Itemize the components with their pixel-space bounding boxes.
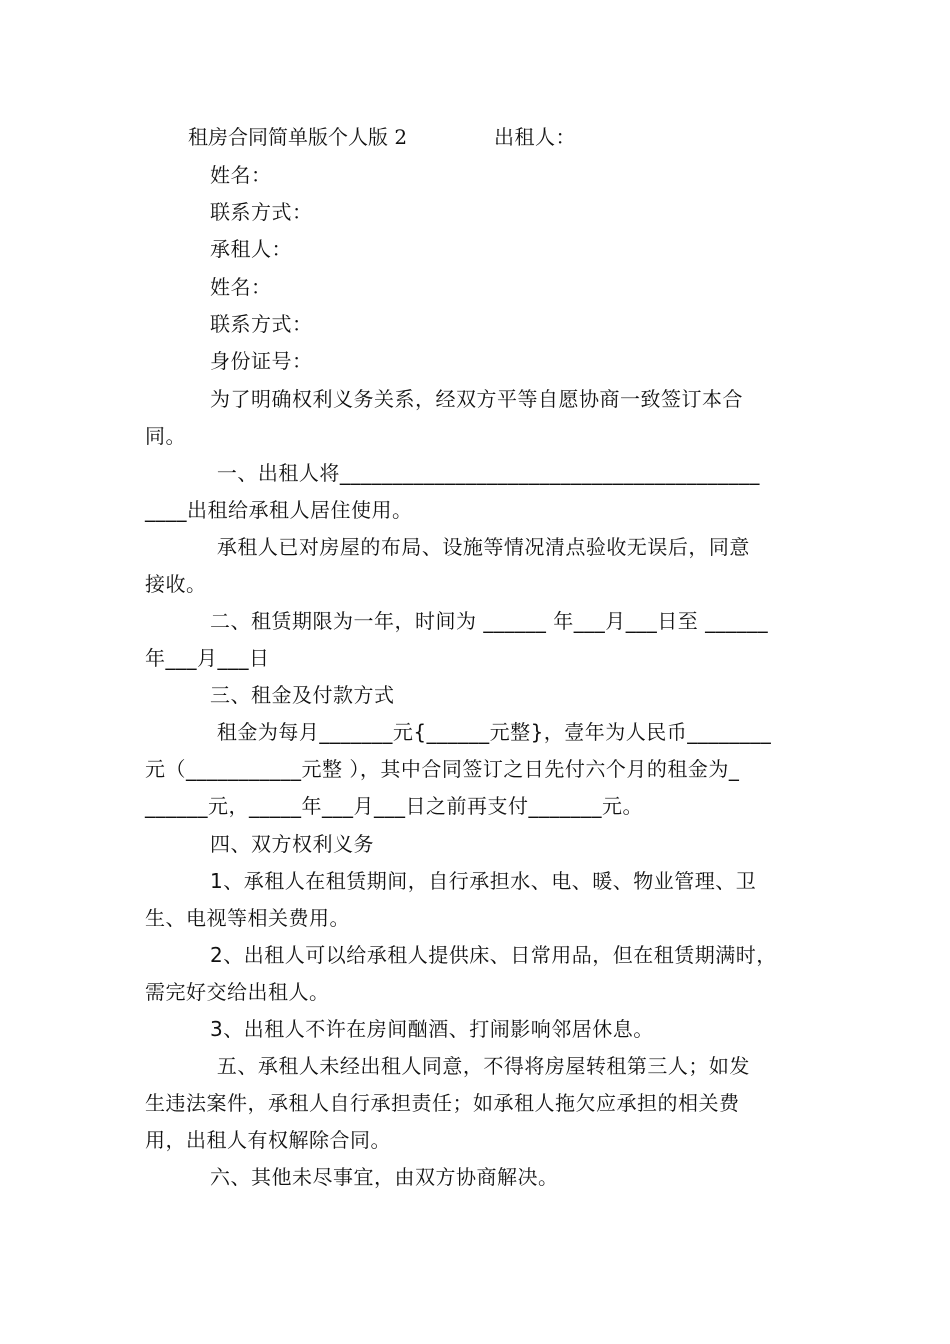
lessee-label: 承租人： <box>210 237 292 261</box>
clause-1-line-1: 一、出租人将________________________________________ <box>210 461 760 485</box>
clause-1-line-2: ____出租给承租人居住使用。 <box>145 498 413 522</box>
lessee-contact-label: 联系方式： <box>210 312 313 336</box>
clause-3-line-2: 元（___________元整 ），其中合同签订之日先付六个月的租金为_ <box>145 757 740 781</box>
acceptance-line-2: 接收。 <box>145 572 207 596</box>
clause-3-title: 三、租金及付款方式 <box>210 683 395 707</box>
clause-3-line-3: ______元，_____年___月___日之前再支付_______元。 <box>145 794 643 818</box>
clause-2-line-2: 年___月___日 <box>145 646 270 670</box>
acceptance-line-1: 承租人已对房屋的布局、设施等情况清点验收无误后，同意 <box>210 535 750 559</box>
clause-6: 六、其他未尽事宜，由双方协商解决。 <box>210 1165 559 1189</box>
clause-3-line-1: 租金为每月_______元{______元整}，壹年为人民币________ <box>210 720 772 744</box>
clause-4-item-1-line-1: 1、承租人在租赁期间，自行承担水、电、暖、物业管理、卫 <box>210 869 757 893</box>
clause-5-line-3: 用，出租人有权解除合同。 <box>145 1128 391 1152</box>
document-title: 租房合同简单版个人版 2 <box>188 125 408 149</box>
intro-paragraph-line-2: 同。 <box>145 424 186 448</box>
intro-paragraph-line-1: 为了明确权利义务关系，经双方平等自愿协商一致签订本合 <box>210 387 743 411</box>
clause-4-item-1-line-2: 生、电视等相关费用。 <box>145 906 350 930</box>
clause-4-item-2-line-2: 需完好交给出租人。 <box>145 980 330 1004</box>
clause-5-line-1: 五、承租人未经出租人同意，不得将房屋转租第三人；如发 <box>210 1054 750 1078</box>
clause-4-title: 四、双方权利义务 <box>210 832 374 856</box>
clause-4-item-2-line-1: 2、出租人可以给承租人提供床、日常用品，但在租赁期满时， <box>210 943 777 967</box>
clause-4-item-3: 3、出租人不许在房间酗酒、打闹影响邻居休息。 <box>210 1017 654 1041</box>
lessee-name-label: 姓名： <box>210 275 272 299</box>
clause-5-line-2: 生违法案件，承租人自行承担责任；如承租人拖欠应承担的相关费 <box>145 1091 740 1115</box>
clause-2-line-1: 二、租赁期限为一年，时间为 ______ 年___月___日至 ______ <box>210 609 769 633</box>
lessor-label: 出租人： <box>494 125 576 149</box>
lessor-name-label: 姓名： <box>210 163 272 187</box>
lessee-id-label: 身份证号： <box>210 349 313 373</box>
lessor-contact-label: 联系方式： <box>210 200 313 224</box>
